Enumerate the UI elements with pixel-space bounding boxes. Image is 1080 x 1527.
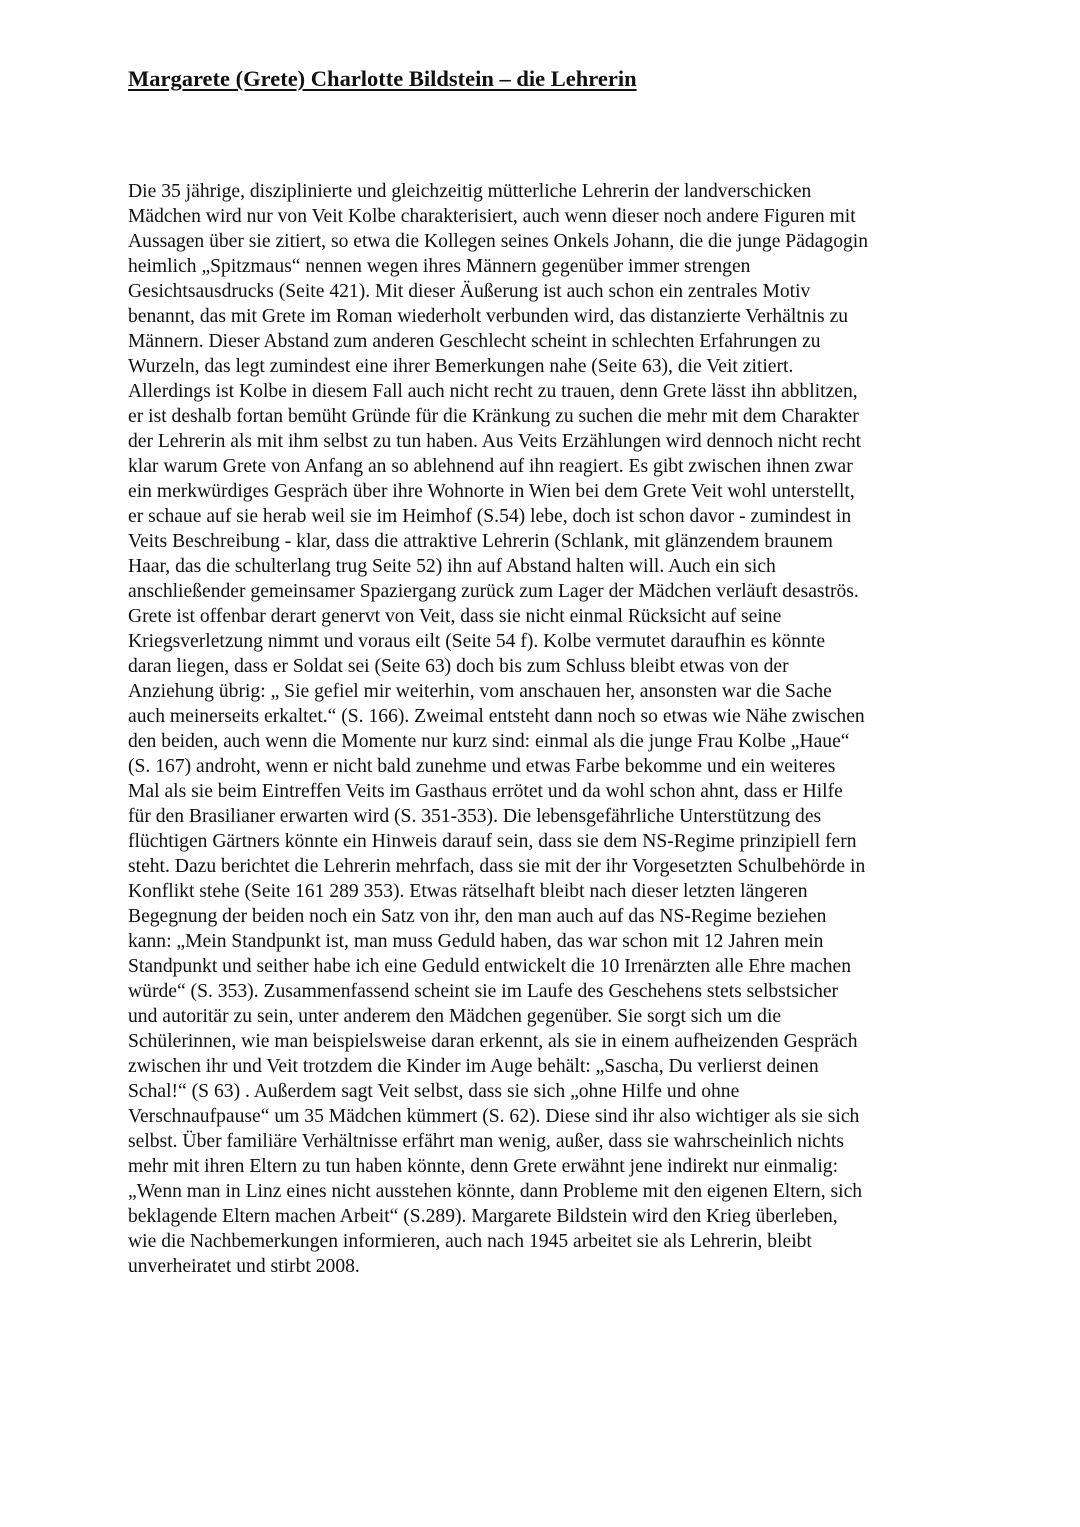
text-line: er schaue auf sie herab weil sie im Heimhof (S.54) lebe, doch ist schon davor - zumindest in xyxy=(128,506,852,527)
text-line: benannt, das mit Grete im Roman wiederholt verbunden wird, das distanzierte Verhältnis zu xyxy=(128,306,849,327)
text-line: Begegnung der beiden noch ein Satz von ihr, den man auch auf das NS-Regime beziehen xyxy=(128,906,827,927)
text-line: anschließender gemeinsamer Spaziergang zurück zum Lager der Mädchen verläuft desaströs. xyxy=(128,581,859,602)
text-line: kann: „Mein Standpunkt ist, man muss Geduld haben, das war schon mit 12 Jahren mein xyxy=(128,931,824,952)
text-line: Haar, das die schulterlang trug Seite 52) ihn auf Abstand halten will. Auch ein sich xyxy=(128,556,776,577)
text-line: Wurzeln, das legt zumindest eine ihrer Bemerkungen nahe (Seite 63), die Veit zitiert. xyxy=(128,356,794,377)
text-line: unverheiratet und stirbt 2008. xyxy=(128,1256,360,1277)
text-line: Allerdings ist Kolbe in diesem Fall auch nicht recht zu trauen, denn Grete lässt ihn abblitzen, xyxy=(128,381,858,402)
text-line: Mal als sie beim Eintreffen Veits im Gasthaus errötet und da wohl schon ahnt, dass er Hilfe xyxy=(128,781,843,802)
text-line: Die 35 jährige, disziplinierte und gleichzeitig mütterliche Lehrerin der landverschicken xyxy=(128,181,812,202)
text-line: Veits Beschreibung - klar, dass die attraktive Lehrerin (Schlank, mit glänzendem braunem xyxy=(128,531,833,552)
text-line: klar warum Grete von Anfang an so ablehnend auf ihn reagiert. Es gibt zwischen ihnen zwar xyxy=(128,456,853,477)
body-paragraph xyxy=(128,179,958,1279)
text-line: der Lehrerin als mit ihm selbst zu tun haben. Aus Veits Erzählungen wird dennoch nicht recht xyxy=(128,431,862,452)
text-line: den beiden, auch wenn die Momente nur kurz sind: einmal als die junge Frau Kolbe „Haue“ xyxy=(128,731,850,752)
text-line: wie die Nachbemerkungen informieren, auch nach 1945 arbeitet sie als Lehrerin, bleibt xyxy=(128,1231,812,1252)
text-line: flüchtigen Gärtners könnte ein Hinweis darauf sein, dass sie dem NS-Regime prinzipiell fern xyxy=(128,831,857,852)
text-line: Männern. Dieser Abstand zum anderen Geschlecht scheint in schlechten Erfahrungen zu xyxy=(128,331,821,352)
text-line: Konflikt stehe (Seite 161 289 353). Etwas rätselhaft bleibt nach dieser letzten längeren xyxy=(128,881,808,902)
text-line: „Wenn man in Linz eines nicht ausstehen könnte, dann Probleme mit den eigenen Eltern, sich xyxy=(128,1181,863,1202)
text-line: Schal!“ (S 63) . Außerdem sagt Veit selbst, dass sie sich „ohne Hilfe und ohne xyxy=(128,1081,740,1102)
text-line: ein merkwürdiges Gespräch über ihre Wohnorte in Wien bei dem Grete Veit wohl unterstellt, xyxy=(128,481,855,502)
text-line: Anziehung übrig: „ Sie gefiel mir weiterhin, vom anschauen her, ansonsten war die Sache xyxy=(128,681,832,702)
text-line: steht. Dazu berichtet die Lehrerin mehrfach, dass sie mit der ihr Vorgesetzten Schulbehörde in xyxy=(128,856,866,877)
text-line: Grete ist offenbar derart genervt von Veit, dass sie nicht einmal Rücksicht auf seine xyxy=(128,606,782,627)
text-line: Schülerinnen, wie man beispielsweise daran erkennt, als sie in einem aufheizenden Gespräch xyxy=(128,1031,858,1052)
text-line: würde“ (S. 353). Zusammenfassend scheint sie im Laufe des Geschehens stets selbstsicher xyxy=(128,981,839,1002)
text-line: (S. 167) androht, wenn er nicht bald zunehme und etwas Farbe bekomme und ein weiteres xyxy=(128,756,836,777)
text-line: und autoritär zu sein, unter anderem den Mädchen gegenüber. Sie sorgt sich um die xyxy=(128,1006,782,1027)
text-line: zwischen ihr und Veit trotzdem die Kinder im Auge behält: „Sascha, Du verlierst deinen xyxy=(128,1056,819,1077)
text-line: Verschnaufpause“ um 35 Mädchen kümmert (S. 62). Diese sind ihr also wichtiger als sie sich xyxy=(128,1106,860,1127)
document-title: Margarete (Grete) Charlotte Bildstein – die Lehrerin xyxy=(128,66,637,91)
text-line: Aussagen über sie zitiert, so etwa die Kollegen seines Onkels Johann, die die junge Pädagogin xyxy=(128,231,869,252)
text-line: auch meinerseits erkaltet.“ (S. 166). Zweimal entsteht dann noch so etwas wie Nähe zwischen xyxy=(128,706,865,727)
text-line: Kriegsverletzung nimmt und voraus eilt (Seite 54 f). Kolbe vermutet daraufhin es könnte xyxy=(128,631,826,652)
text-line: er ist deshalb fortan bemüht Gründe für die Kränkung zu suchen die mehr mit dem Charakter xyxy=(128,406,859,427)
text-line: Standpunkt und seither habe ich eine Geduld entwickelt die 10 Irrenärzten alle Ehre machen xyxy=(128,956,852,977)
text-line: Mädchen wird nur von Veit Kolbe charakterisiert, auch wenn dieser noch andere Figuren mit xyxy=(128,206,856,227)
text-line: heimlich „Spitzmaus“ nennen wegen ihres Männern gegenüber immer strengen xyxy=(128,256,751,277)
text-line: selbst. Über familiäre Verhältnisse erfährt man wenig, außer, dass sie wahrscheinlich nichts xyxy=(128,1131,844,1152)
text-line: daran liegen, dass er Soldat sei (Seite 63) doch bis zum Schluss bleibt etwas von der xyxy=(128,656,789,677)
text-line: beklagende Eltern machen Arbeit“ (S.289). Margarete Bildstein wird den Krieg überleben, xyxy=(128,1206,838,1227)
text-line: für den Brasilianer erwarten wird (S. 351-353). Die lebensgefährliche Unterstützung des xyxy=(128,806,822,827)
text-line: mehr mit ihren Eltern zu tun haben könnte, denn Grete erwähnt jene indirekt nur einmalig: xyxy=(128,1156,839,1177)
text-line: Gesichtsausdrucks (Seite 421). Mit dieser Äußerung ist auch schon ein zentrales Motiv xyxy=(128,281,811,302)
